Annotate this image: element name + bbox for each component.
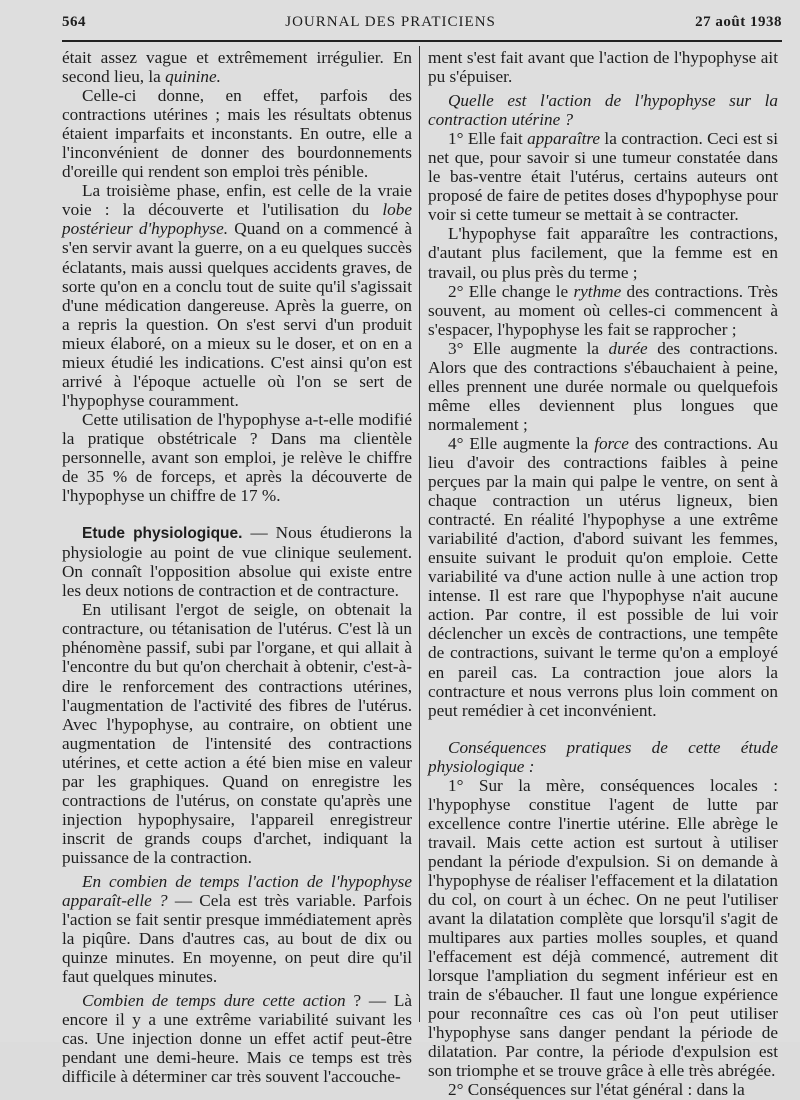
paragraph: Cette utilisation de l'hypophyse a-t-elle modifié la pratique obstétricale ? Dans ma clientèle personnelle, avant son emploi, je relève le chiffre de 35 % de forceps, et après la découverte de l'hypophyse un chiffre de 17 %. <box>62 409 412 506</box>
paragraph: La troisième phase, enfin, est celle de la vraie voie : la découverte et l'utilisation du lobe postérieur d'hypophyse. Quand on a commencé à s'en servir avant la guerre, on a eu quelques succès éclatants, mais aussi quelques accidents graves, de sorte qu'on en a conclu tout de suite qu'il s'agissait d'une médication dangereuse. Après la guerre, on a repris la question. On s'est servi d'un produit mieux élaboré, on a mieux su le doser, et on en a mieux étudié les indications. C'est ainsi qu'on est arrivé à l'époque actuelle où l'on se sert de l'hypophyse couramment. <box>62 181 413 410</box>
paragraph: L'hypophyse fait apparaître les contractions, d'autant plus facilement, que la femme est en travail, ou plus près du terme ; <box>428 224 778 282</box>
journal-title: JOURNAL DES PRATICIENS <box>285 14 496 30</box>
column-divider <box>419 46 420 1022</box>
left-column <box>62 48 413 1087</box>
paragraph: 1° Elle fait apparaître la contraction. Ceci est si net que, pour savoir si une tumeur constatée dans le bas-ventre était l'utérus, certains auteurs ont proposé de faire de petites doses d'hypophyse pour voir si cette tumeur se mettait à se contracter. <box>428 129 778 225</box>
paragraph: 1° Sur la mère, conséquences locales : l'hypophyse constitue l'agent de lutte par excellence contre l'inertie utérine. Elle abrège le travail. Mais cette action est surtout à utiliser pendant la période d'expulsion. Si on demande à l'hypophyse de réaliser l'effacement et la dilatation du col, on court à un échec. On ne peut l'utiliser avant la dilatation complète que lorsqu'il s'agit de multipares aux parties molles souples, et quand l'effacement est déjà commencé, autrement dit lorsque l'ampliation du segment inférieur est en train de s'ébaucher. Il faut une longue expérience pour reconnaître ces cas où l'on peut utiliser l'hypophyse sans danger pendant la période de dilatation. Par contre, la période d'expulsion est son triomphe et se trouve grâce à elle très abrégée. <box>428 775 778 1081</box>
paragraph: était assez vague et extrêmement irrégulier. En second lieu, la quinine. <box>62 48 412 87</box>
section-paragraph: Etude physiologique. — Nous étudierons la physiologie au point de vue clinique seulement. On connaît l'opposition absolue qui existe entre les deux notions de contraction et de contracture. <box>62 523 412 601</box>
paragraph: 3° Elle augmente la durée des contractions. Alors que des contractions s'ébauchaient à peine, elles prennent une durée normale ou quelquefois même elles deviennent plus longues que normalement ; <box>428 338 778 434</box>
header-rule <box>62 40 782 42</box>
paragraph: ment s'est fait avant que l'action de l'hypophyse ait pu s'épuiser. <box>428 48 778 87</box>
subheading: Conséquences pratiques de cette étude physiologique : <box>428 737 778 776</box>
paragraph: En combien de temps l'action de l'hypophyse apparaît-elle ? — Cela est très variable. Parfois l'action se fait sentir presque immédiatement après la piqûre. Dans d'autres cas, au bout de dix ou quinze minutes. En moyenne, on peut dire qu'il faut quelques minutes. <box>62 871 412 987</box>
running-header <box>62 14 782 38</box>
page-number: 564 <box>62 14 86 30</box>
issue-date: 27 août 1938 <box>695 14 782 30</box>
right-column <box>428 48 778 1100</box>
paragraph: En utilisant l'ergot de seigle, on obtenait la contracture, ou tétanisation de l'utérus. C'est là un phénomène passif, subi par l'organe, et qui allait à l'encontre du but qu'on cherchait à obtenir, c'est-à-dire le renforcement des contractions utérines, l'augmentation de l'activité des fibres de l'utérus. Avec l'hypophyse, au contraire, on obtient une augmentation de l'intensité des contractions utérines, et cette action a été bien mise en valeur par les graphiques. Quand on enregistre les contractions de l'utérus, on constate qu'après une injection hypophysaire, l'appareil enregistreur inscrit de grands coups d'archet, indiquant la puissance de la contraction. <box>62 600 412 867</box>
paragraph: Combien de temps dure cette action ? — Là encore il y a une extrême variabilité suivant les cas. Une injection donne un effet actif peut-être pendant une demi-heure. Mais ce temps est très difficile à déterminer car très souvent l'accouche- <box>62 991 412 1087</box>
section-heading: Etude physiologique. <box>82 525 243 543</box>
paragraph: 4° Elle augmente la force des contractions. Au lieu d'avoir des contractions faibles à peine perçues par la main qui palpe le ventre, on sent à chaque contraction un utérus ligneux, bien contracté. En réalité l'hypophyse a une extrême variabilité d'action, d'abord suivant les femmes, ensuite suivant le produit qu'on emploie. Cette variabilité va d'une action nulle à une action trop intense. Il est rare que l'hypophyse n'ait aucune action. Par contre, il est possible de lui voir déclencher un excès de contractions, une tempête de contractions, suivant le terme qu'on a employé en pareil cas. La contraction joue alors la contracture et nous verrons plus loin comment on peut remédier à cet inconvénient. <box>428 433 778 720</box>
paragraph: Celle-ci donne, en effet, parfois des contractions utérines ; mais les résultats obtenus étaient imparfaits et inconstants. En outre, elle a l'inconvénient de donner des bourdonnements d'oreille qui rendent son emploi très pénible. <box>62 86 412 182</box>
subheading: Quelle est l'action de l'hypophyse sur la contraction utérine ? <box>428 91 778 130</box>
paragraph: 2° Conséquences sur l'état général : dans la <box>448 1080 745 1100</box>
paragraph: 2° Elle change le rythme des contractions. Très souvent, au moment où celles-ci commencent à s'espacer, l'hypophyse les fait se rapprocher ; <box>428 281 778 339</box>
